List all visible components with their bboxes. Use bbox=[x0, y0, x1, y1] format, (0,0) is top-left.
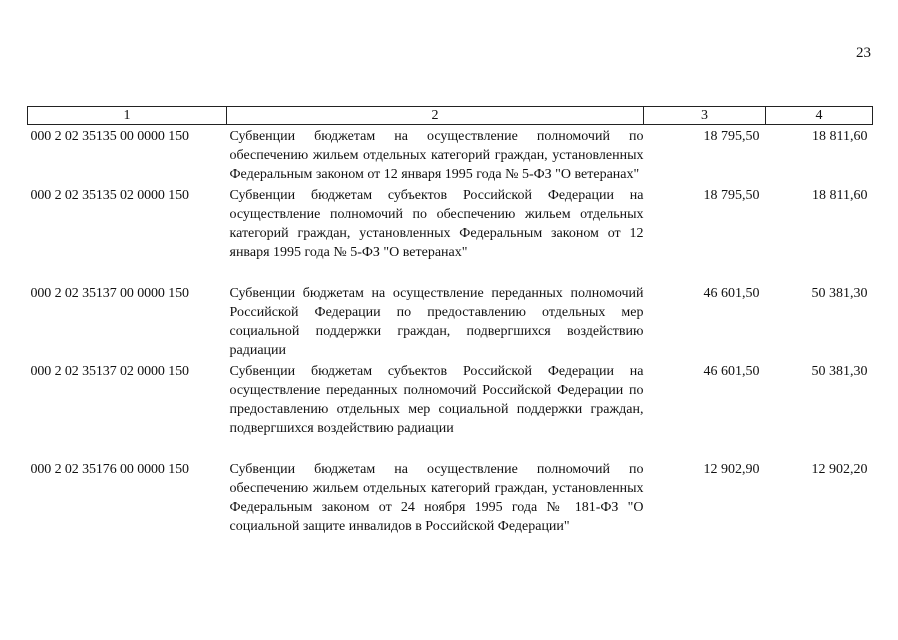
value-column-3: 18 795,50 bbox=[703, 188, 760, 203]
budget-code: 000 2 02 35176 00 0000 150 bbox=[30, 462, 189, 477]
budget-code: 000 2 02 35137 02 0000 150 bbox=[30, 364, 189, 379]
value-column-3: 46 601,50 bbox=[703, 286, 760, 301]
table-row bbox=[28, 125, 873, 185]
column-header-3: 3 bbox=[644, 107, 766, 125]
value-column-4: 18 811,60 bbox=[812, 129, 868, 144]
budget-code: 000 2 02 35135 00 0000 150 bbox=[30, 129, 189, 144]
column-header-4: 4 bbox=[766, 107, 873, 125]
row-description: Субвенции бюджетам на осуществление полномочий по обеспечению жильем отдельных категорий граждан, установленных Федеральным законом от 12 января 1995 года № 5-ФЗ "О ветеранах" bbox=[229, 129, 644, 182]
row-description: Субвенции бюджетам на осуществление переданных полномочий Российской Федерации по предоставлению отдельных мер социальной поддержки граждан, подвергшихся воздействию радиации bbox=[229, 286, 644, 358]
table-row bbox=[28, 458, 873, 536]
value-column-4: 50 381,30 bbox=[811, 364, 868, 379]
value-column-4: 12 902,20 bbox=[811, 462, 868, 477]
table-row bbox=[28, 184, 873, 282]
value-column-3: 12 902,90 bbox=[703, 462, 760, 477]
table-header-row bbox=[28, 107, 873, 125]
value-column-4: 18 811,60 bbox=[812, 188, 868, 203]
value-column-4: 50 381,30 bbox=[811, 286, 868, 301]
page-number: 23 bbox=[856, 45, 871, 61]
value-column-3: 46 601,50 bbox=[703, 364, 760, 379]
budget-code: 000 2 02 35135 02 0000 150 bbox=[30, 188, 189, 203]
column-header-1: 1 bbox=[28, 107, 227, 125]
row-description: Субвенции бюджетам на осуществление полномочий по обеспечению жильем отдельных категорий граждан, установленных Федеральным законом от 24 ноября 1995 года № 181-ФЗ "О социальной защите инвалидов в Российской Федерации" bbox=[229, 462, 644, 534]
budget-code: 000 2 02 35137 00 0000 150 bbox=[30, 286, 189, 301]
budget-table bbox=[27, 106, 873, 536]
table-row bbox=[28, 282, 873, 360]
table-row bbox=[28, 360, 873, 458]
row-description: Субвенции бюджетам субъектов Российской Федерации на осуществление полномочий по обеспечению жильем отдельных категорий граждан, установленных Федеральным законом от 12 января 1995 года № 5-ФЗ "О ветеранах" bbox=[229, 188, 644, 260]
column-header-2: 2 bbox=[227, 107, 644, 125]
row-description: Субвенции бюджетам субъектов Российской Федерации на осуществление переданных полномочий Российской Федерации по предоставлению отдельных мер социальной поддержки граждан, подвергшихся воздействию радиации bbox=[229, 364, 644, 436]
value-column-3: 18 795,50 bbox=[703, 129, 760, 144]
